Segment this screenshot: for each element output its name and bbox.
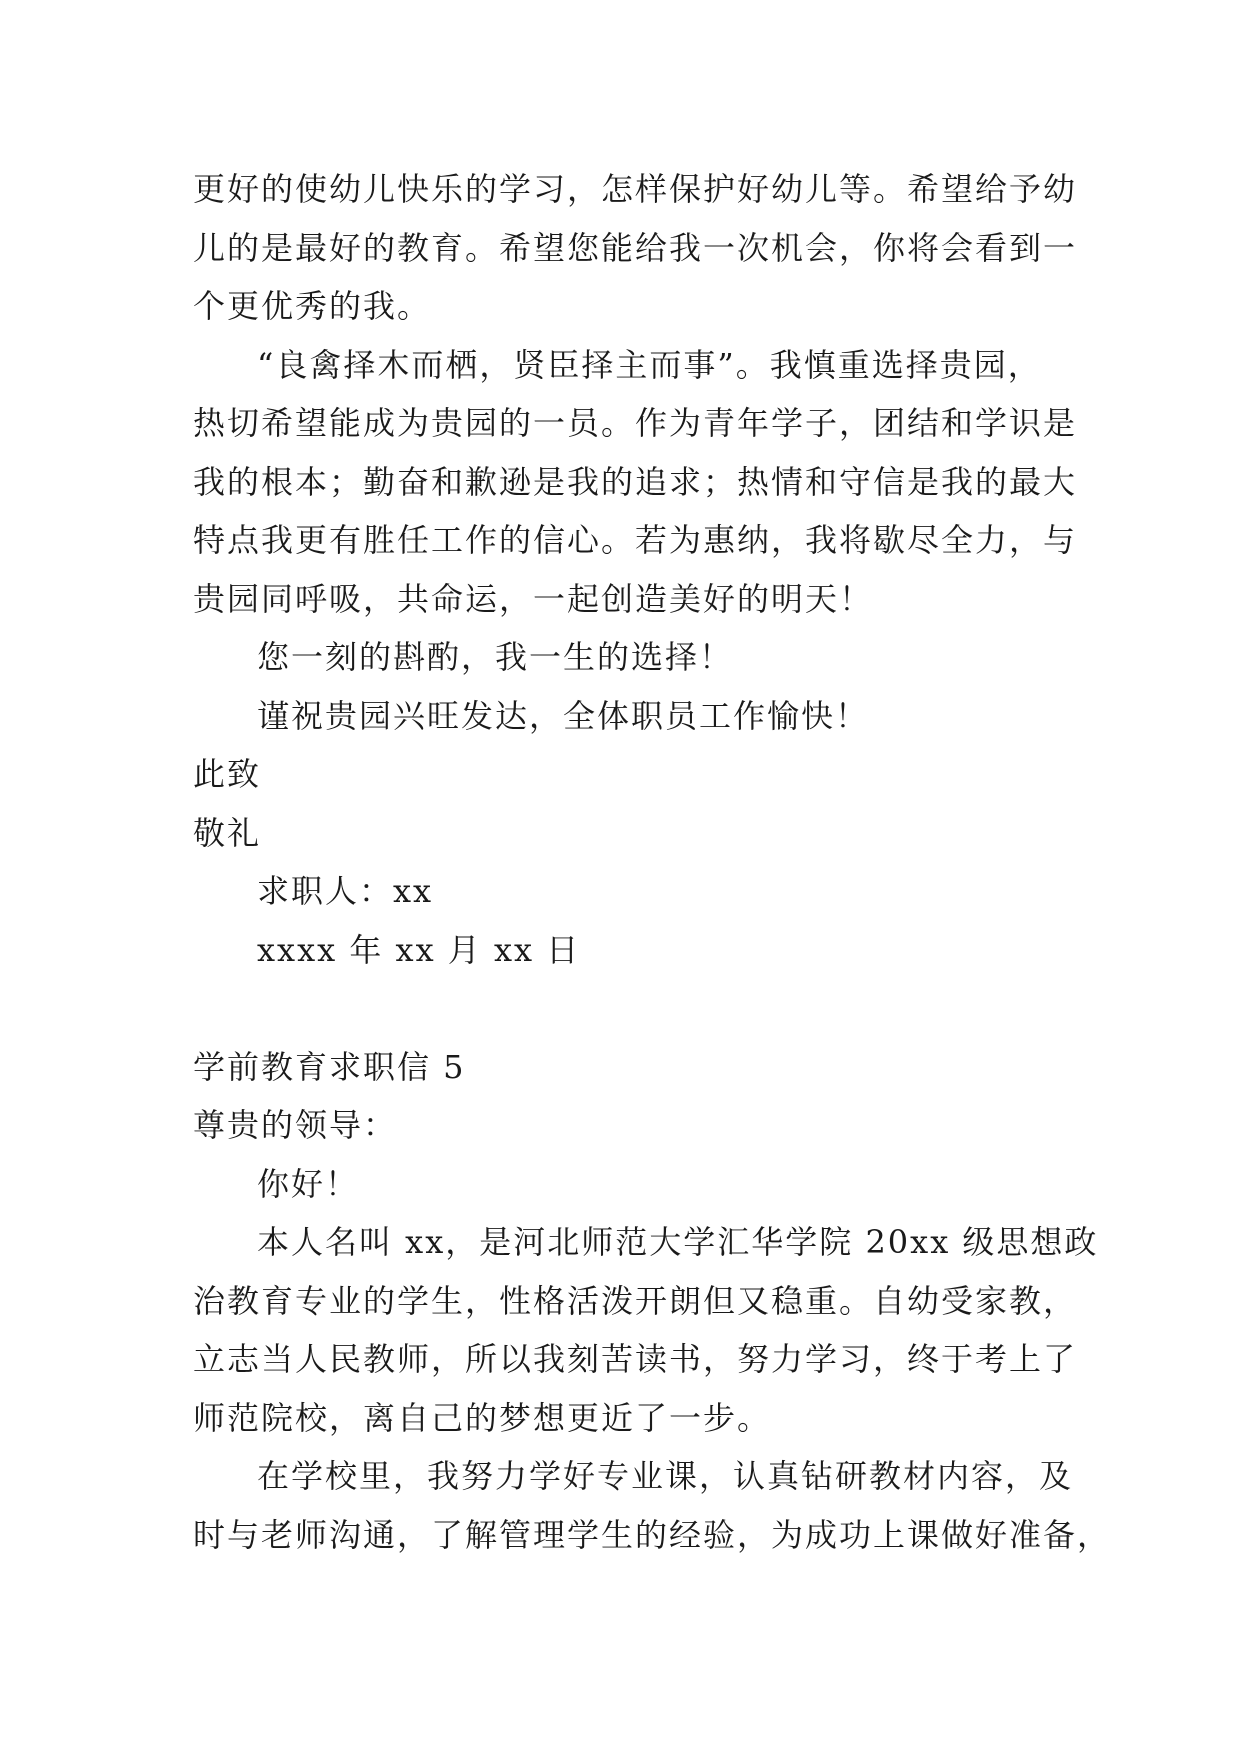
paragraph-line: 本人名叫 xx，是河北师范大学汇华学院 20xx 级思想政 bbox=[257, 1223, 1099, 1261]
paragraph-line: 我的根本；勤奋和歉逊是我的追求；热情和守信是我的最大 bbox=[193, 462, 1078, 501]
paragraph-line: 时与老师沟通，了解管理学生的经验，为成功上课做好准备， bbox=[193, 1515, 1112, 1554]
paragraph-line: 儿的是最好的教育。希望您能给我一次机会，你将会看到一 bbox=[193, 228, 1078, 267]
section-title: 学前教育求职信 5 bbox=[193, 1047, 466, 1086]
paragraph-line: 在学校里，我努力学好专业课，认真钻研教材内容，及 bbox=[257, 1457, 1074, 1495]
document-body bbox=[193, 160, 1112, 1564]
salutation-line: 尊贵的领导： bbox=[193, 1106, 398, 1144]
closing-line: 敬礼 bbox=[193, 813, 262, 852]
paragraph-line: 更好的使幼儿快乐的学习，怎样保护好幼儿等。希望给予幼 bbox=[193, 170, 1078, 208]
paragraph-line: 您一刻的斟酌，我一生的选择！ bbox=[257, 638, 734, 676]
closing-line: 此致 bbox=[193, 755, 262, 793]
paragraph-line: “良禽择木而栖，贤臣择主而事”。我慎重选择贵园， bbox=[257, 345, 1042, 384]
paragraph-line: 治教育专业的学生，性格活泼开朗但又稳重。自幼受家教， bbox=[193, 1281, 1078, 1320]
paragraph-line: 个更优秀的我。 bbox=[193, 287, 432, 325]
paragraph-line: 特点我更有胜任工作的信心。若为惠纳，我将歇尽全力，与 bbox=[193, 521, 1078, 559]
signature-line: 求职人：xx bbox=[257, 872, 434, 910]
date-line: xxxx 年 xx 月 xx 日 bbox=[257, 930, 581, 969]
greeting-line: 你好！ bbox=[257, 1164, 360, 1203]
paragraph-line: 立志当人民教师，所以我刻苦读书，努力学习，终于考上了 bbox=[193, 1340, 1078, 1378]
paragraph-line: 热切希望能成为贵园的一员。作为青年学子，团结和学识是 bbox=[193, 404, 1078, 442]
paragraph-line: 谨祝贵园兴旺发达，全体职员工作愉快！ bbox=[257, 696, 870, 735]
paragraph-line: 贵园同呼吸，共命运，一起创造美好的明天！ bbox=[193, 579, 874, 618]
blank-line bbox=[193, 979, 1063, 1038]
paragraph-line: 师范院校，离自己的梦想更近了一步。 bbox=[193, 1398, 772, 1437]
